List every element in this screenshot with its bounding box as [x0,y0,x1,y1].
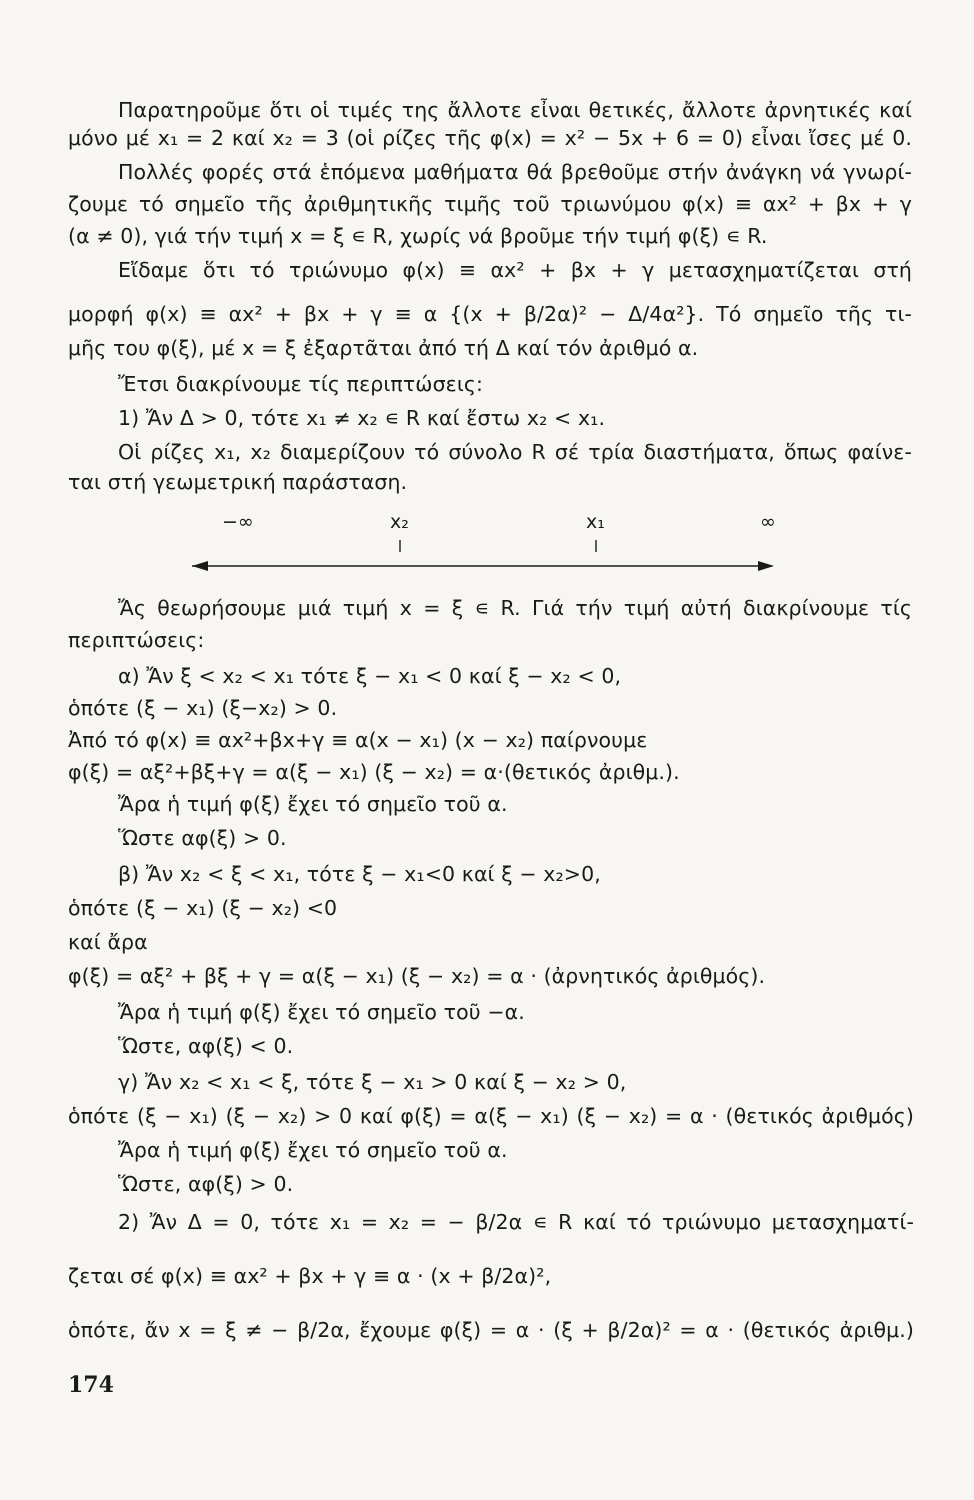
text-line: Ἄρα ἡ τιμή φ(ξ) ἔχει τό σημεῖο τοῦ −α. [118,1000,525,1024]
text-line: Ὥστε, αφ(ξ) < 0. [118,1034,294,1058]
text-line: μορφή φ(x) ≡ αx² + βx + γ ≡ α {(x + β/2α)² − Δ/4α²}. Τό σημεῖο τῆς τι- [68,302,912,326]
text-line: Ὥστε, αφ(ξ) > 0. [118,1172,294,1196]
page-number: 174 [68,1372,114,1398]
text-line: 1) Ἄν Δ > 0, τότε x₁ ≠ x₂ ∊ R καί ἔστω x₂ < x₁. [118,406,606,430]
text-line: φ(ξ) = αξ²+βξ+γ = α(ξ − x₁) (ξ − x₂) = α·(θετικός ἀριθμ.). [68,760,680,784]
text-line: (α ≠ 0), γιά τήν τιμή x = ξ ∊ R, χωρίς νά βροῦμε τήν τιμή φ(ξ) ∊ R. [68,224,768,248]
text-line: Ἄρα ἡ τιμή φ(ξ) ἔχει τό σημεῖο τοῦ α. [118,1138,508,1162]
text-line: ζεται σέ φ(x) ≡ αx² + βx + γ ≡ α · (x + β/2α)², [68,1264,552,1288]
text-line: καί ἄρα [68,930,148,954]
text-line: α) Ἄν ξ < x₂ < x₁ τότε ξ − x₁ < 0 καί ξ − x₂ < 0, [118,664,622,688]
left-arrow-icon [192,561,208,571]
text-line: Ἔτσι διακρίνουμε τίς περιπτώσεις: [118,372,484,396]
text-line: Ἄρα ἡ τιμή φ(ξ) ἔχει τό σημεῖο τοῦ α. [118,792,508,816]
text-line: ὁπότε (ξ − x₁) (ξ − x₂) <0 [68,896,338,920]
text-line: ται στή γεωμετρική παράσταση. [68,470,408,494]
pos-infinity-label: ∞ [760,511,776,533]
x1-label: x₁ [586,511,605,533]
text-line: Πολλές φορές στά ἑπόμενα μαθήματα θά βρεθοῦμε στήν ἀνάγκη νά γνωρί- [118,160,912,184]
text-line: ὁπότε (ξ − x₁) (ξ−x₂) > 0. [68,696,338,720]
neg-infinity-label: −∞ [222,511,254,533]
x2-label: x₂ [390,511,409,533]
text-line: 2) Ἄν Δ = 0, τότε x₁ = x₂ = − β/2α ∊ R καί τό τριώνυμο μετασχηματί- [118,1210,914,1234]
text-line: φ(ξ) = αξ² + βξ + γ = α(ξ − x₁) (ξ − x₂) = α · (ἀρνητικός ἀριθμός). [68,964,766,988]
text-line: μῆς του φ(ξ), μέ x = ξ ἐξαρτᾶται ἀπό τή Δ καί τόν ἀριθμό α. [68,336,699,360]
text-line: μόνο μέ x₁ = 2 καί x₂ = 3 (οἱ ρίζες τῆς φ(x) = x² − 5x + 6 = 0) εἶναι ἴσες μέ 0. [68,126,912,150]
text-line: Ὥστε αφ(ξ) > 0. [118,826,287,850]
text-line: γ) Ἄν x₂ < x₁ < ξ, τότε ξ − x₁ > 0 καί ξ − x₂ > 0, [118,1070,627,1094]
text-line: Παρατηροῦμε ὅτι οἱ τιμές της ἄλλοτε εἶναι θετικές, ἄλλοτε ἀρνητικές καί [118,98,912,122]
right-arrow-icon [758,561,774,571]
text-line: β) Ἄν x₂ < ξ < x₁, τότε ξ − x₁<0 καί ξ − x₂>0, [118,862,601,886]
text-line: Ἄς θεωρήσουμε μιά τιμή x = ξ ∊ R. Γιά τήν τιμή αὐτή διακρίνουμε τίς [118,596,912,620]
text-line: ὁπότε, ἄν x = ξ ≠ − β/2α, ἔχουμε φ(ξ) = α · (ξ + β/2α)² = α · (θετικός ἀριθμ.) [68,1318,914,1342]
text-line: περιπτώσεις: [68,628,205,652]
text-line: ὁπότε (ξ − x₁) (ξ − x₂) > 0 καί φ(ξ) = α(ξ − x₁) (ξ − x₂) = α · (θετικός ἀριθμός) [68,1104,914,1128]
text-line: Εἴδαμε ὅτι τό τριώνυμο φ(x) ≡ αx² + βx + γ μετασχηματίζεται στή [118,258,912,282]
text-line: Ἀπό τό φ(x) ≡ αx²+βx+γ ≡ α(x − x₁) (x − x₂) παίρνουμε [68,728,648,752]
text-line: Οἱ ρίζες x₁, x₂ διαμερίζουν τό σύνολο R σέ τρία διαστήματα, ὅπως φαίνε- [118,440,912,464]
text-line: ζουμε τό σημεῖο τῆς ἀριθμητικῆς τιμῆς τοῦ τριωνύμου φ(x) ≡ αx² + βx + γ [68,192,912,216]
